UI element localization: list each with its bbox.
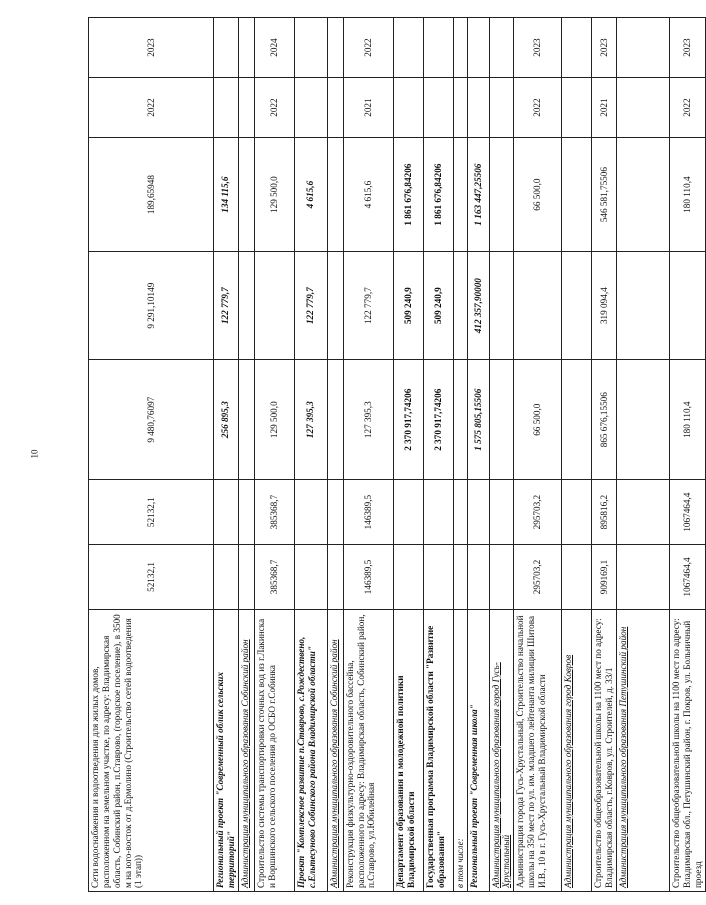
value-cell-c4: 509 240,9 — [393, 252, 423, 360]
value-cell-c2: 146389,5 — [343, 480, 393, 545]
value-cell-c6 — [453, 78, 467, 138]
value-cell-c1 — [214, 545, 239, 610]
value-cell-c4 — [617, 252, 670, 360]
value-cell-c2: 52132,1 — [89, 480, 214, 545]
table-row — [423, 18, 453, 892]
value-cell-c2 — [238, 480, 254, 545]
value-cell-c6 — [617, 78, 670, 138]
value-cell-c1 — [238, 545, 254, 610]
value-cell-c7 — [489, 18, 514, 78]
value-cell-c6: 2022 — [254, 78, 294, 138]
value-cell-c5 — [617, 138, 670, 252]
value-cell-c1: 52132,1 — [89, 545, 214, 610]
table-row — [327, 18, 343, 892]
value-cell-c6: 2021 — [592, 78, 617, 138]
value-cell-c4 — [327, 252, 343, 360]
value-cell-c5: 1 861 676,84206 — [393, 138, 423, 252]
table-row — [592, 18, 617, 892]
value-cell-c7 — [423, 18, 453, 78]
value-cell-c1: 146389,5 — [343, 545, 393, 610]
row-name-cell: Администрация муниципального образования Петушинский район — [617, 609, 670, 891]
value-cell-c7: 2023 — [514, 18, 562, 78]
value-cell-c3 — [238, 360, 254, 480]
value-cell-c6 — [327, 78, 343, 138]
value-cell-c5: 66 500,0 — [514, 138, 562, 252]
value-cell-c3 — [562, 360, 592, 480]
row-name-cell: Администрация муниципального образования Собинский район — [238, 609, 254, 891]
budget-table — [88, 17, 706, 892]
value-cell-c7: 2024 — [254, 18, 294, 78]
value-cell-c1: 385368,7 — [254, 545, 294, 610]
value-cell-c5 — [562, 138, 592, 252]
value-cell-c3: 127 395,3 — [343, 360, 393, 480]
value-cell-c6 — [562, 78, 592, 138]
value-cell-c3: 180 110,4 — [670, 360, 706, 480]
value-cell-c1: 1067464,4 — [670, 545, 706, 610]
value-cell-c6: 2021 — [343, 78, 393, 138]
value-cell-c6 — [393, 78, 423, 138]
value-cell-c7 — [393, 18, 423, 78]
value-cell-c4 — [254, 252, 294, 360]
value-cell-c6: 2022 — [514, 78, 562, 138]
value-cell-c7 — [294, 18, 327, 78]
value-cell-c2 — [467, 480, 489, 545]
table-row — [238, 18, 254, 892]
value-cell-c4 — [670, 252, 706, 360]
value-cell-c7 — [238, 18, 254, 78]
value-cell-c1 — [467, 545, 489, 610]
value-cell-c2 — [214, 480, 239, 545]
value-cell-c4: 319 094,4 — [592, 252, 617, 360]
value-cell-c5: 180 110,4 — [670, 138, 706, 252]
value-cell-c4 — [238, 252, 254, 360]
value-cell-c1 — [453, 545, 467, 610]
value-cell-c5: 4 615,6 — [294, 138, 327, 252]
value-cell-c3: 256 895,3 — [214, 360, 239, 480]
value-cell-c6 — [238, 78, 254, 138]
rotated-table-container — [88, 17, 703, 892]
value-cell-c1 — [294, 545, 327, 610]
value-cell-c6 — [467, 78, 489, 138]
table-row — [617, 18, 670, 892]
row-name-cell: Строительство системы транспортировки сточных вод из г.Лакинска и Воршинского сельского поселения до ОСБО г.Собинка — [254, 609, 294, 891]
value-cell-c7: 2022 — [343, 18, 393, 78]
value-cell-c5 — [489, 138, 514, 252]
row-name-cell: Департамент образования и молодежной политики Владимирской области — [393, 609, 423, 891]
value-cell-c4 — [562, 252, 592, 360]
value-cell-c6 — [489, 78, 514, 138]
value-cell-c5: 1 163 447,25506 — [467, 138, 489, 252]
value-cell-c7: 2023 — [89, 18, 214, 78]
value-cell-c3 — [453, 360, 467, 480]
row-name-cell: Региональный проект "Современная школа" — [467, 609, 489, 891]
value-cell-c2: 895816,2 — [592, 480, 617, 545]
value-cell-c1 — [489, 545, 514, 610]
table-row — [489, 18, 514, 892]
value-cell-c2 — [393, 480, 423, 545]
value-cell-c5: 1 861 676,84206 — [423, 138, 453, 252]
value-cell-c5: 546 581,75506 — [592, 138, 617, 252]
value-cell-c4 — [489, 252, 514, 360]
value-cell-c5: 134 115,6 — [214, 138, 239, 252]
value-cell-c6 — [214, 78, 239, 138]
value-cell-c3: 129 500,0 — [254, 360, 294, 480]
value-cell-c5 — [238, 138, 254, 252]
table-row — [453, 18, 467, 892]
value-cell-c5 — [453, 138, 467, 252]
table-row — [294, 18, 327, 892]
value-cell-c5: 4 615,6 — [343, 138, 393, 252]
table-row — [214, 18, 239, 892]
table-row — [343, 18, 393, 892]
value-cell-c7 — [453, 18, 467, 78]
value-cell-c4: 122 779,7 — [294, 252, 327, 360]
table-row — [254, 18, 294, 892]
row-name-cell: Реконструкция физкультурно-оздоровительного бассейна, расположенного по адресу: Владимирская область, Собинский район, п.Ставрово, ул.Юбилейная — [343, 609, 393, 891]
value-cell-c2 — [294, 480, 327, 545]
value-cell-c7 — [214, 18, 239, 78]
table-row — [514, 18, 562, 892]
value-cell-c6: 2022 — [670, 78, 706, 138]
value-cell-c3: 2 370 917,74206 — [393, 360, 423, 480]
value-cell-c7 — [327, 18, 343, 78]
value-cell-c6: 2022 — [89, 78, 214, 138]
row-name-cell: Строительство общеобразовательной школы на 1100 мест по адресу: Владимирская область, г.Ковров, ул. Строителей, д. 33/1 — [592, 609, 617, 891]
value-cell-c3: 127 395,3 — [294, 360, 327, 480]
value-cell-c3 — [489, 360, 514, 480]
value-cell-c5 — [327, 138, 343, 252]
value-cell-c1 — [423, 545, 453, 610]
value-cell-c3: 2 370 917,74206 — [423, 360, 453, 480]
value-cell-c4: 122 779,7 — [343, 252, 393, 360]
value-cell-c2 — [453, 480, 467, 545]
row-name-cell: Строительство общеобразовательной школы на 1100 мест по адресу: Владимирская обл., Петушинский район, г. Покров, ул. Больничный проезд — [670, 609, 706, 891]
value-cell-c5: 189,65948 — [89, 138, 214, 252]
value-cell-c2 — [423, 480, 453, 545]
value-cell-c1: 909169,1 — [592, 545, 617, 610]
value-cell-c7 — [467, 18, 489, 78]
table-row — [89, 18, 214, 892]
value-cell-c3 — [327, 360, 343, 480]
value-cell-c7 — [562, 18, 592, 78]
value-cell-c2 — [617, 480, 670, 545]
value-cell-c4: 122 779,7 — [214, 252, 239, 360]
table-row — [393, 18, 423, 892]
value-cell-c3 — [617, 360, 670, 480]
value-cell-c3: 66 500,0 — [514, 360, 562, 480]
value-cell-c2: 295703,2 — [514, 480, 562, 545]
value-cell-c1 — [393, 545, 423, 610]
page-number: 10 — [29, 449, 40, 459]
table-row — [467, 18, 489, 892]
row-name-cell: в том числе: — [453, 609, 467, 891]
table-row — [670, 18, 706, 892]
table-body — [89, 18, 706, 892]
value-cell-c2 — [562, 480, 592, 545]
value-cell-c7 — [617, 18, 670, 78]
value-cell-c2: 1067464,4 — [670, 480, 706, 545]
value-cell-c3: 865 676,15506 — [592, 360, 617, 480]
value-cell-c5: 129 500,0 — [254, 138, 294, 252]
value-cell-c4 — [514, 252, 562, 360]
value-cell-c4 — [453, 252, 467, 360]
row-name-cell: Администрация муниципального образования город Ковров — [562, 609, 592, 891]
value-cell-c1: 295703,2 — [514, 545, 562, 610]
row-name-cell: Администрация города Гусь-Хрустальный, Строительство начальной школы на 350 мест по ул. им. младшего лейтенанта милиции Шитова И.В., 10 в г. Гусь-Хрустальный Владимирской области — [514, 609, 562, 891]
value-cell-c1 — [617, 545, 670, 610]
row-name-cell: Региональный проект "Современный облик сельских территорий" — [214, 609, 239, 891]
value-cell-c1 — [327, 545, 343, 610]
value-cell-c4: 9 291,10149 — [89, 252, 214, 360]
value-cell-c2 — [327, 480, 343, 545]
table-row — [562, 18, 592, 892]
row-name-cell: Администрация муниципального образования город Гусь-Хрустальный — [489, 609, 514, 891]
value-cell-c1 — [562, 545, 592, 610]
value-cell-c3: 9 480,76097 — [89, 360, 214, 480]
value-cell-c2 — [489, 480, 514, 545]
row-name-cell: Проект "Комплексное развитие п.Ставрово, с.Рождествено, с.Ельтесуново Собинского района Владимирской области" — [294, 609, 327, 891]
value-cell-c4: 509 240,9 — [423, 252, 453, 360]
row-name-cell: Сети водоснабжения и водоотведения для жилых домов, расположенном на земельном участке, по адресу: Владимирская область, Собинский район, п.Ставрово, (городское поселение), в 3500 м на юго-восток от д.Ермолино (Строительство сетей водоотведения (1 этап)) — [89, 609, 214, 891]
value-cell-c6 — [294, 78, 327, 138]
row-name-cell: Государственная программа Владимирской области "Развитие образования" — [423, 609, 453, 891]
value-cell-c3: 1 575 805,15506 — [467, 360, 489, 480]
value-cell-c7: 2023 — [592, 18, 617, 78]
value-cell-c7: 2023 — [670, 18, 706, 78]
row-name-cell: Администрация муниципального образования Собинский район — [327, 609, 343, 891]
value-cell-c6 — [423, 78, 453, 138]
value-cell-c2: 385368,7 — [254, 480, 294, 545]
value-cell-c4: 412 357,90000 — [467, 252, 489, 360]
